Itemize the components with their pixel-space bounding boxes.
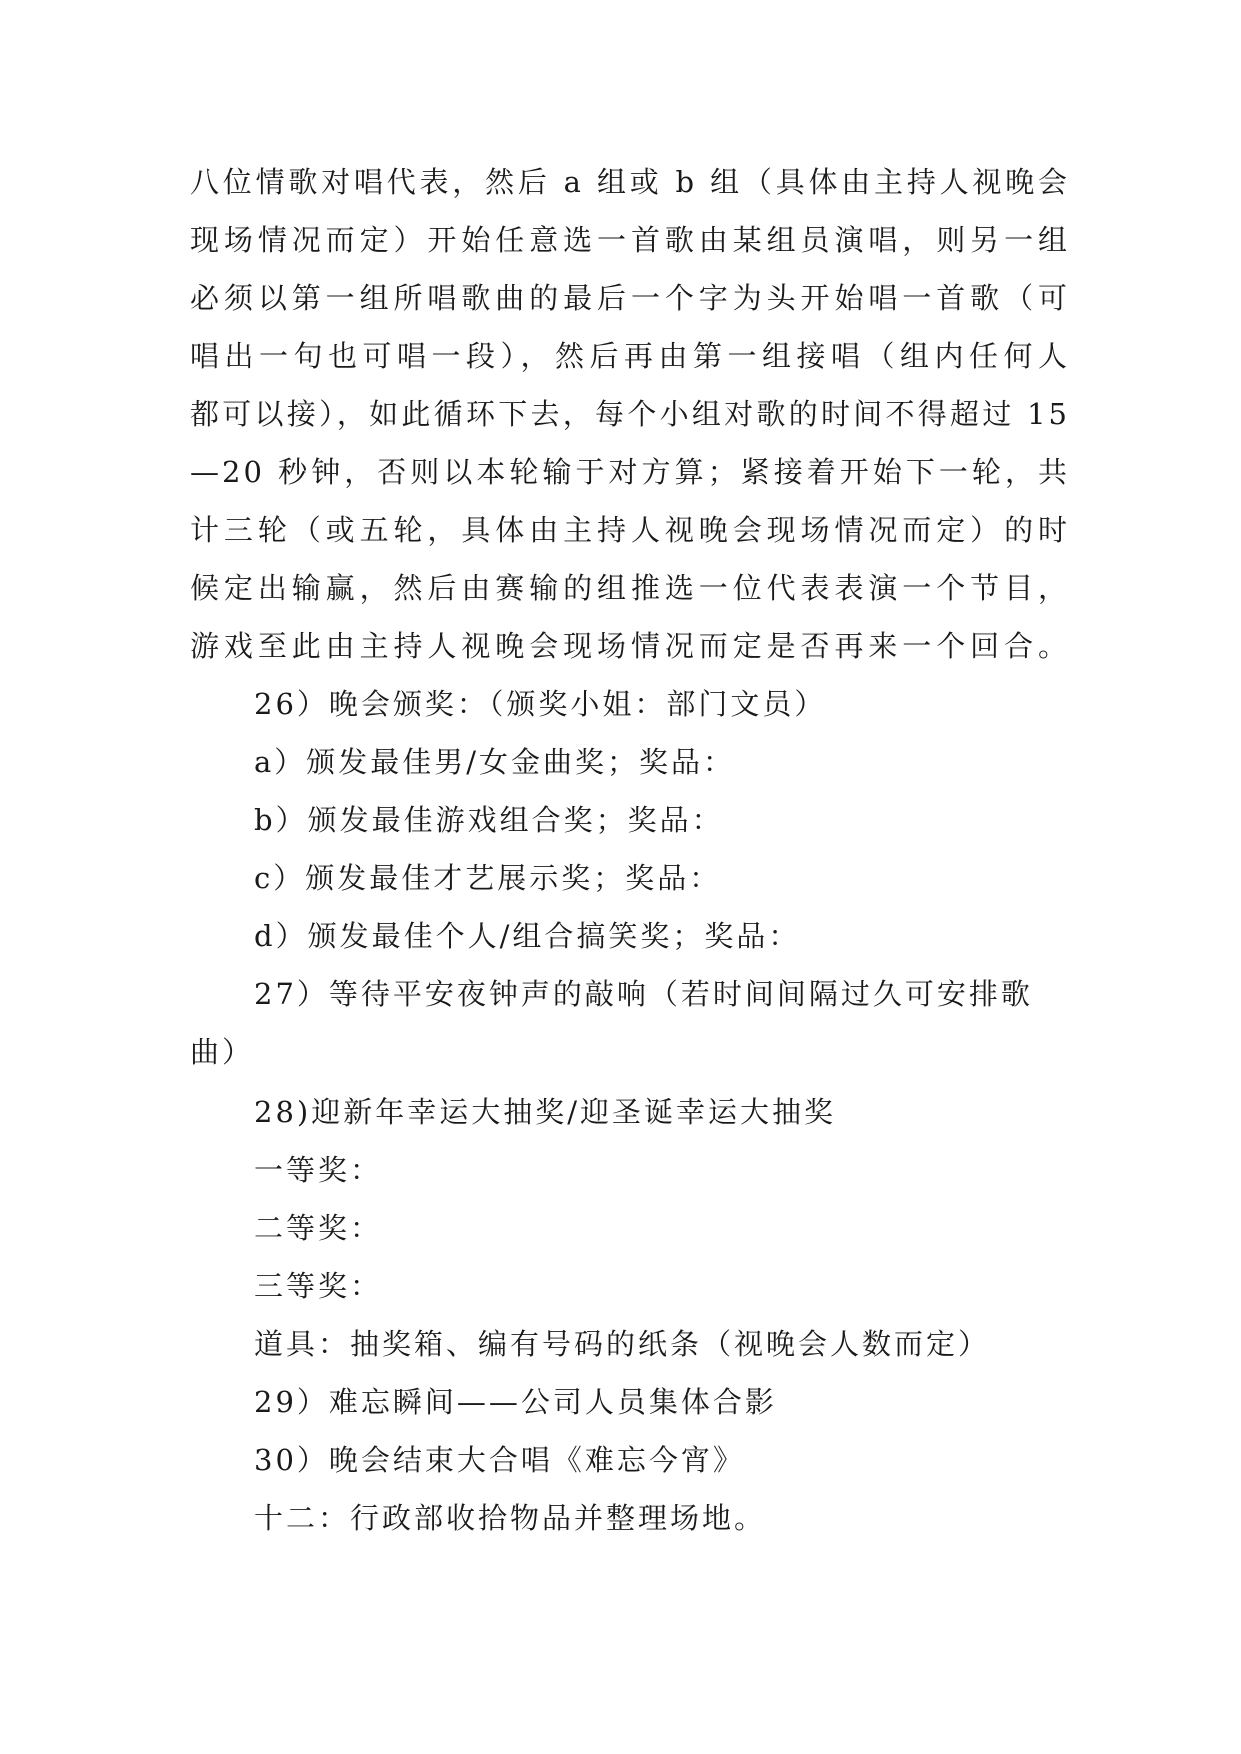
item-27-line: 27）等待平安夜钟声的敲响（若时间间隔过久可安排歌 — [254, 977, 1033, 1011]
paragraph-line: 八位情歌对唱代表，然后 a 组或 b 组（具体由主持人视晚会 — [190, 165, 1070, 199]
award-item: b）颁发最佳游戏组合奖；奖品： — [254, 803, 724, 837]
closing-items — [190, 1373, 1070, 1547]
item-27 — [190, 965, 1070, 1081]
game-rules-paragraph — [190, 153, 1070, 675]
paragraph-line: 候定出输赢，然后由赛输的组推选一位代表表演一个节目， — [190, 571, 1070, 605]
item-27-line: 曲） — [190, 1035, 255, 1069]
award-item: c）颁发最佳才艺展示奖；奖品： — [254, 861, 722, 895]
paragraph-line: 游戏至此由主持人视晚会现场情况而定是否再来一个回合。 — [190, 629, 1070, 663]
paragraph-line: 计三轮（或五轮，具体由主持人视晚会现场情况而定）的时 — [190, 513, 1070, 547]
lottery-heading: 28)迎新年幸运大抽奖/迎圣诞幸运大抽奖 — [254, 1095, 836, 1129]
paragraph-line: —20 秒钟，否则以本轮输于对方算；紧接着开始下一轮，共 — [190, 455, 1070, 489]
award-item: d）颁发最佳个人/组合搞笑奖；奖品： — [254, 919, 801, 953]
paragraph-line: 必须以第一组所唱歌曲的最后一个字为头开始唱一首歌（可 — [190, 281, 1070, 315]
paragraph-line: 都可以接），如此循环下去，每个小组对歌的时间不得超过 15 — [190, 397, 1070, 431]
first-prize: 一等奖： — [254, 1153, 383, 1187]
paragraph-line: 唱出一句也可唱一段），然后再由第一组接唱（组内任何人 — [190, 339, 1070, 373]
lottery-props: 道具：抽奖箱、编有号码的纸条（视晚会人数而定） — [254, 1327, 991, 1361]
item-12: 十二：行政部收拾物品并整理场地。 — [254, 1501, 767, 1535]
item-29: 29）难忘瞬间——公司人员集体合影 — [254, 1385, 777, 1419]
third-prize: 三等奖： — [254, 1269, 383, 1303]
item-30: 30）晚会结束大合唱《难忘今宵》 — [254, 1443, 745, 1477]
award-section — [190, 675, 1070, 965]
second-prize: 二等奖： — [254, 1211, 383, 1245]
lottery-section — [190, 1083, 1070, 1373]
award-item: a）颁发最佳男/女金曲奖；奖品： — [254, 745, 736, 779]
award-heading: 26）晚会颁奖：（颁奖小姐：部门文员） — [254, 687, 827, 721]
paragraph-line: 现场情况而定）开始任意选一首歌由某组员演唱，则另一组 — [190, 223, 1070, 257]
